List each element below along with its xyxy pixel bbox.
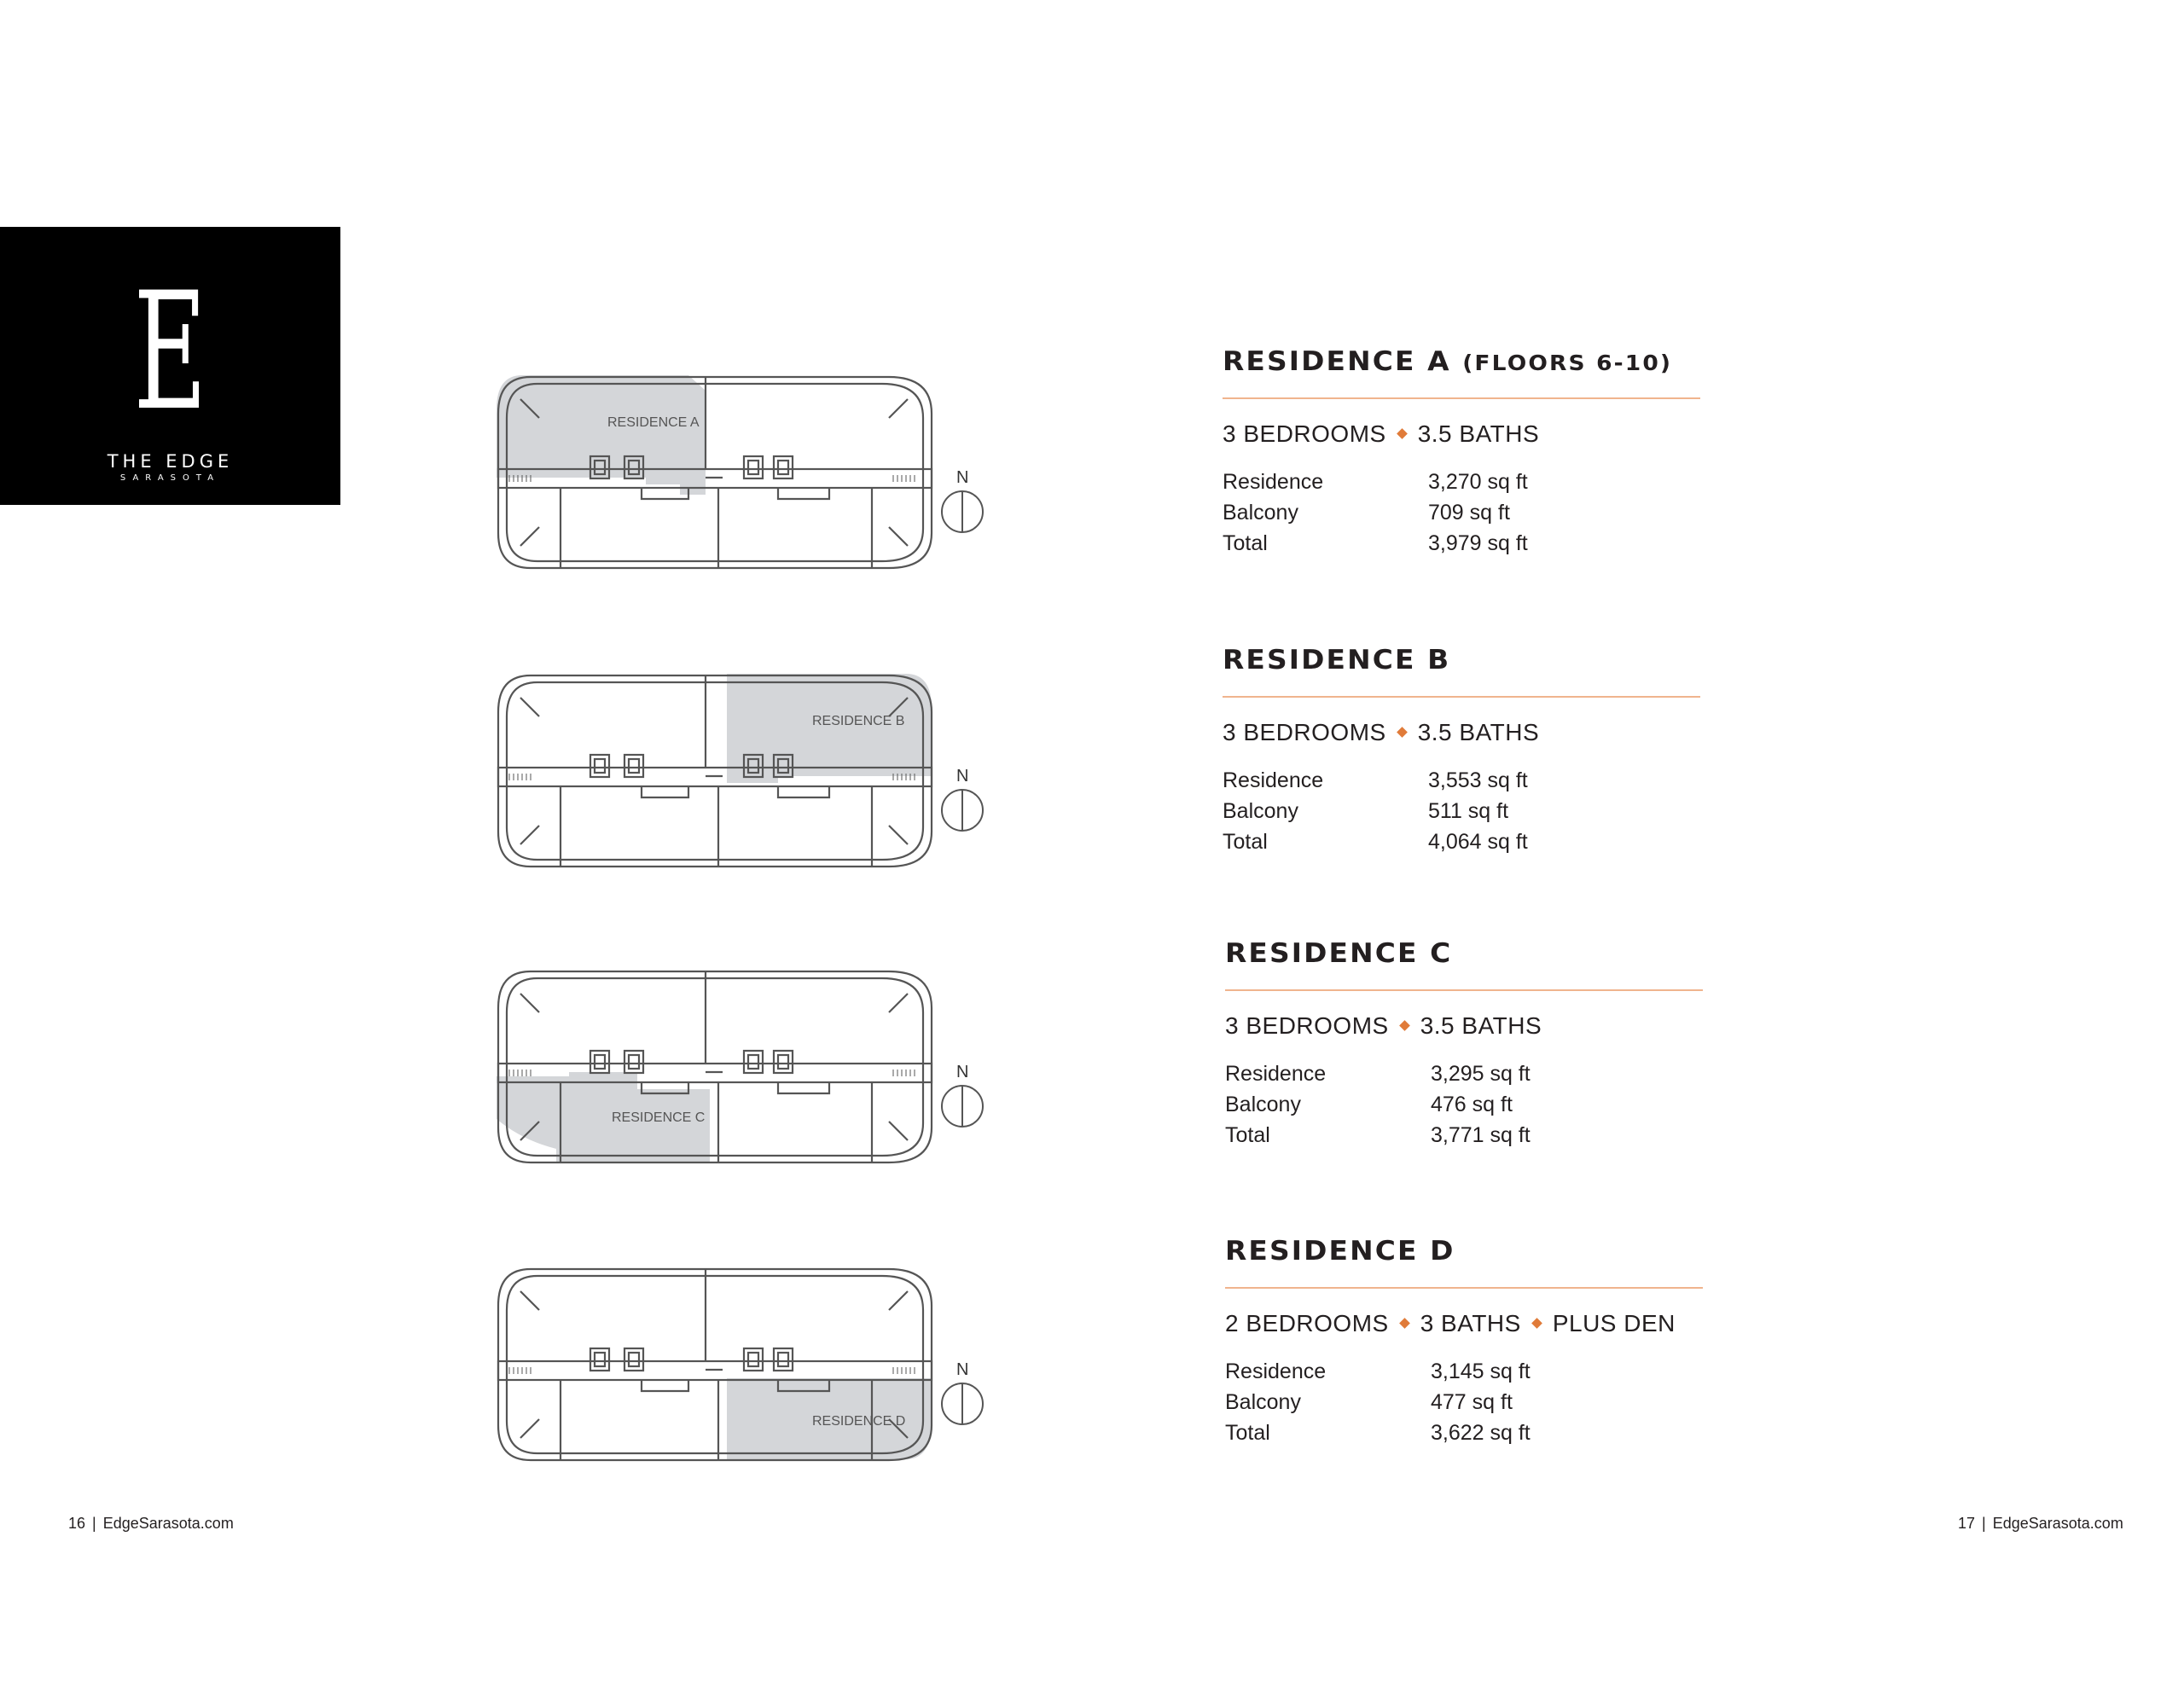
- svg-text:N: N: [956, 468, 969, 487]
- compass-icon: [942, 1360, 983, 1424]
- diamond-icon: [1399, 1020, 1410, 1031]
- compass-icon: [942, 767, 983, 831]
- unit-label: RESIDENCE D: [812, 1414, 906, 1429]
- diamond-icon: [1399, 1318, 1410, 1329]
- brand-logo: [0, 227, 340, 505]
- diamond-icon: [1397, 727, 1408, 738]
- floorplan-residence-a: [486, 371, 1007, 576]
- floorplan-drawing: [486, 965, 1007, 1170]
- footer-right: 17 | EdgeSarasota.com: [1958, 1515, 2123, 1532]
- logo-subtitle: SARASOTA: [119, 473, 221, 483]
- unit-label: RESIDENCE A: [607, 415, 700, 430]
- website-link[interactable]: EdgeSarasota.com: [102, 1515, 234, 1532]
- page-number: 16: [68, 1515, 86, 1532]
- diamond-icon: [1531, 1318, 1542, 1329]
- svg-text:N: N: [956, 1063, 969, 1081]
- residence-a-summary: 3 BEDROOMS 3.5 BATHS: [1223, 420, 1540, 447]
- residence-d-title: RESIDENCE D: [1225, 1236, 1455, 1267]
- residence-d-specs: Residence 3,145 sq ft Balcony 477 sq ft Total 3,622 sq ft: [1225, 1359, 1531, 1445]
- floorplan-drawing: [486, 670, 1007, 874]
- floorplan-residence-d: [486, 1263, 1007, 1468]
- svg-text:N: N: [956, 1360, 969, 1379]
- divider: [1225, 989, 1703, 991]
- unit-label: RESIDENCE C: [612, 1110, 706, 1125]
- svg-text:N: N: [956, 767, 969, 786]
- divider: [1225, 1287, 1703, 1289]
- page-number: 17: [1958, 1515, 1976, 1532]
- floorplan-drawing: [486, 371, 1007, 576]
- residence-c-title: RESIDENCE C: [1225, 938, 1453, 969]
- residence-a-title: RESIDENCE A (FLOORS 6-10): [1223, 346, 1673, 377]
- floorplan-residence-c: [486, 965, 1007, 1170]
- residence-c-summary: 3 BEDROOMS 3.5 BATHS: [1225, 1012, 1542, 1039]
- compass-icon: [942, 1063, 983, 1127]
- residence-a-specs: Residence 3,270 sq ft Balcony 709 sq ft Total 3,979 sq ft: [1223, 470, 1528, 555]
- residence-d-summary: 2 BEDROOMS 3 BATHS PLUS DEN: [1225, 1310, 1676, 1336]
- residence-b-specs: Residence 3,553 sq ft Balcony 511 sq ft Total 4,064 sq ft: [1223, 768, 1528, 854]
- floorplan-drawing: [486, 1263, 1007, 1468]
- divider: [1223, 397, 1700, 399]
- residence-d-section: [1225, 1238, 1703, 1448]
- logo-name: THE EDGE: [107, 451, 234, 472]
- residence-b-section: [1223, 647, 1700, 857]
- website-link[interactable]: EdgeSarasota.com: [1992, 1515, 2123, 1532]
- logo-letter: E: [133, 258, 207, 446]
- compass-icon: [942, 468, 983, 532]
- residence-c-section: [1225, 938, 1703, 1151]
- residence-b-summary: 3 BEDROOMS 3.5 BATHS: [1223, 719, 1540, 745]
- residence-a-section: [1223, 346, 1700, 559]
- residence-c-specs: Residence 3,295 sq ft Balcony 476 sq ft Total 3,771 sq ft: [1225, 1062, 1531, 1147]
- footer-left: 16 | EdgeSarasota.com: [68, 1515, 234, 1532]
- diamond-icon: [1397, 428, 1408, 439]
- highlighted-unit: [497, 375, 706, 495]
- divider: [1223, 696, 1700, 698]
- residence-b-title: RESIDENCE B: [1223, 645, 1451, 675]
- floorplan-residence-b: [486, 670, 1007, 874]
- unit-label: RESIDENCE B: [812, 714, 905, 728]
